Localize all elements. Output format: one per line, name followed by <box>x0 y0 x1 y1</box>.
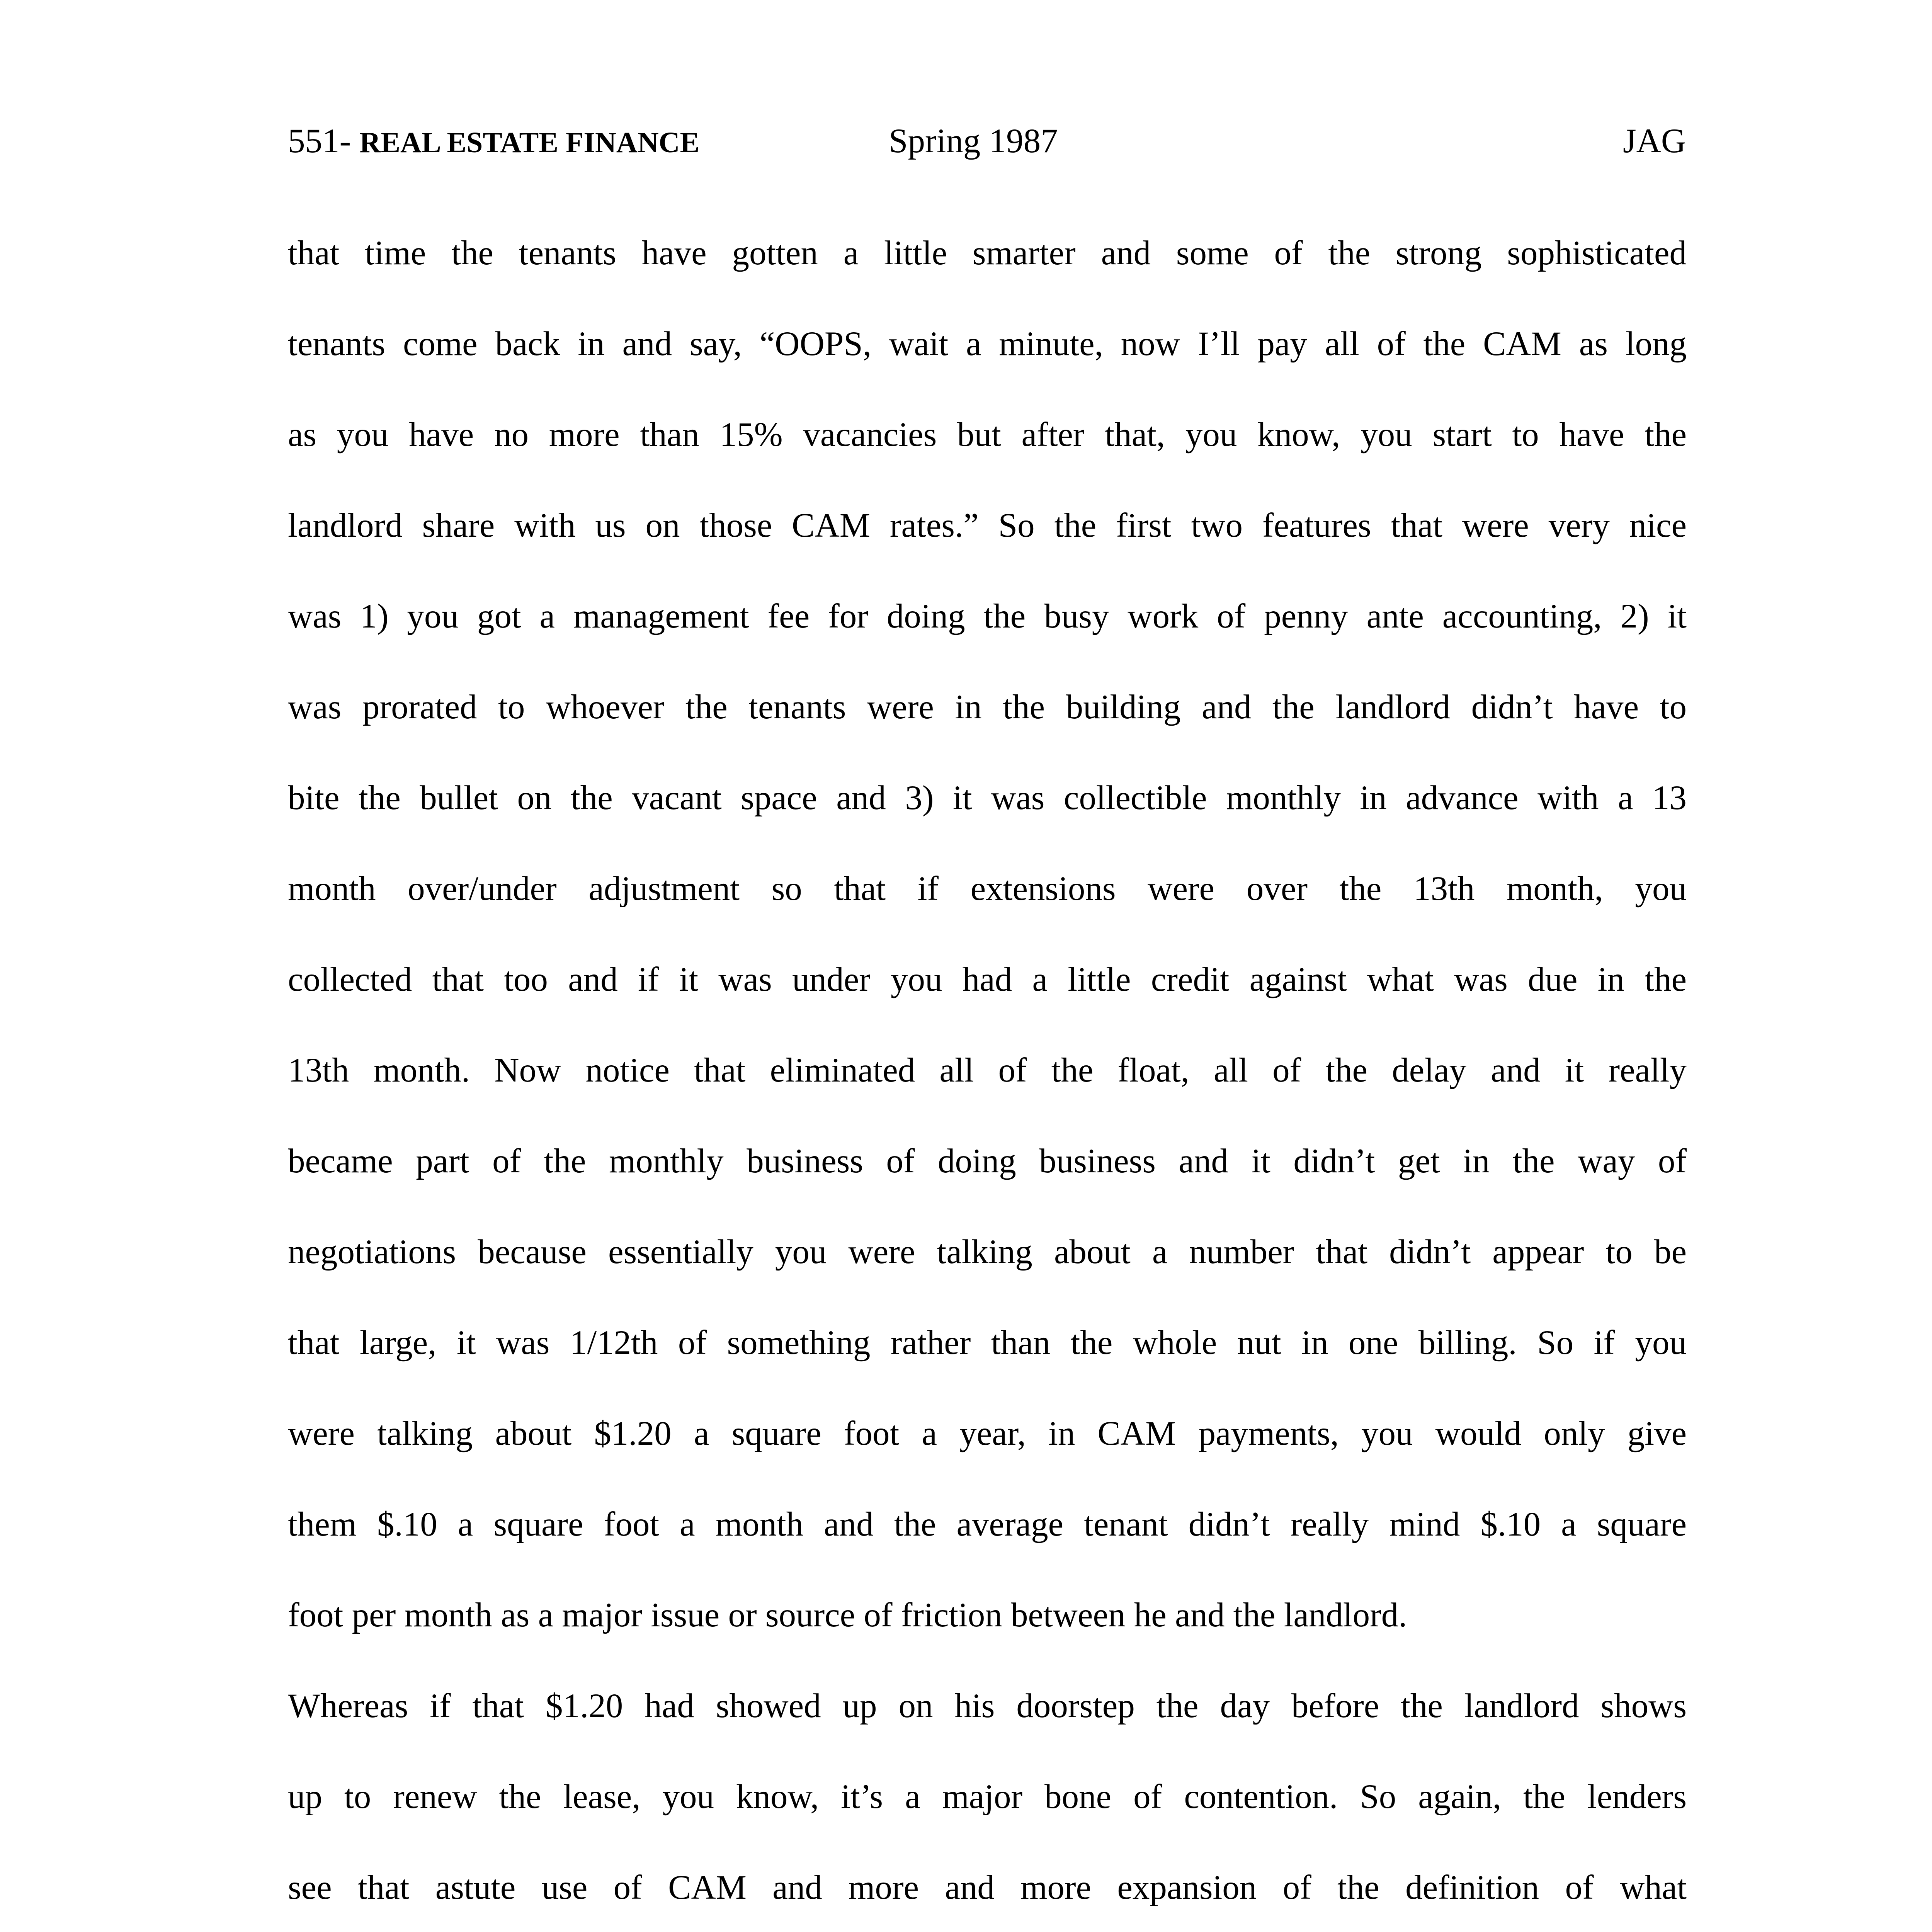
transcript-body <box>288 232 1687 1932</box>
text-line: Whereas if that $1.20 had showed up on his doorstep the day before the landlord shows <box>288 1687 1687 1725</box>
text-line: foot per month as a major issue or source of friction between he and the landlord. <box>288 1596 1407 1634</box>
course-term: Spring 1987 <box>889 122 1058 160</box>
text-line: bite the bullet on the vacant space and 3) it was collectible monthly in advance with a 13 <box>288 779 1687 817</box>
text-line: up to renew the lease, you know, it’s a major bone of contention. So again, the lenders <box>288 1778 1687 1816</box>
text-line: was prorated to whoever the tenants were in the building and the landlord didn’t have to <box>288 688 1687 726</box>
page-header <box>0 116 1932 166</box>
course-number: 551- <box>288 122 360 160</box>
text-line: became part of the monthly business of doing business and it didn’t get in the way of <box>288 1142 1687 1180</box>
text-line: negotiations because essentially you were talking about a number that didn’t appear to be <box>288 1233 1687 1271</box>
text-line: collected that too and if it was under you had a little credit against what was due in the <box>288 961 1687 998</box>
text-line: as you have no more than 15% vacancies but after that, you know, you start to have the <box>288 416 1687 454</box>
text-line: them $.10 a square foot a month and the average tenant didn’t really mind $.10 a square <box>288 1505 1687 1543</box>
author-initials: JAG <box>1623 122 1686 160</box>
text-line: tenants come back in and say, “OOPS, wait a minute, now I’ll pay all of the CAM as long <box>288 325 1687 363</box>
text-line: that time the tenants have gotten a little smarter and some of the strong sophisticated <box>288 234 1687 272</box>
text-line: that large, it was 1/12th of something rather than the whole nut in one billing. So if you <box>288 1324 1687 1362</box>
text-line: were talking about $1.20 a square foot a year, in CAM payments, you would only give <box>288 1415 1687 1452</box>
text-line: month over/under adjustment so that if extensions were over the 13th month, you <box>288 870 1687 908</box>
text-line: landlord share with us on those CAM rates.” So the first two features that were very nice <box>288 507 1687 544</box>
text-line: was 1) you got a management fee for doing the busy work of penny ante accounting, 2) it <box>288 597 1687 635</box>
course-title <box>288 120 699 164</box>
text-line: see that astute use of CAM and more and more expansion of the definition of what <box>288 1869 1687 1906</box>
text-line: 13th month. Now notice that eliminated all of the float, all of the delay and it really <box>288 1051 1687 1089</box>
course-name: REAL ESTATE FINANCE <box>359 126 700 159</box>
